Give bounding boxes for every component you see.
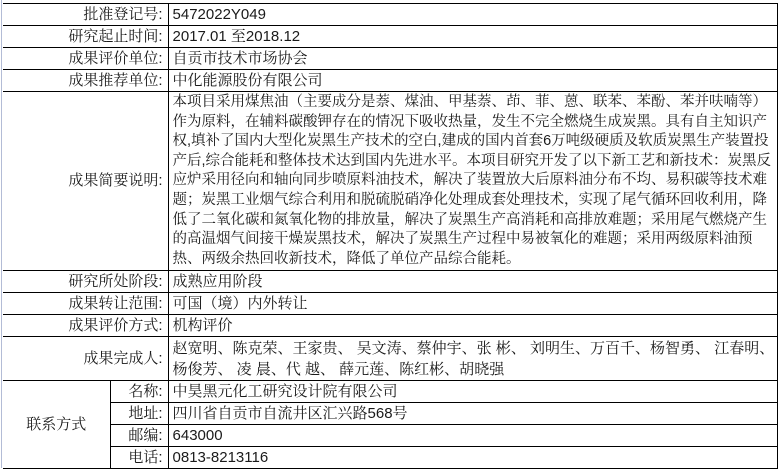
achievement-registration-table (3, 3, 778, 469)
label-contact-section: 联系方式 (3, 381, 110, 469)
table-row (3, 447, 778, 469)
label-research-stage: 研究所处阶段: (3, 271, 168, 293)
label-contact-name: 名称: (110, 381, 168, 403)
value-contact-name: 中昊黑元化工研究设计院有限公司 (168, 381, 777, 403)
label-completers: 成果完成人: (3, 337, 168, 381)
value-transfer-scope: 可国（境）内外转让 (168, 293, 777, 315)
table-row (3, 48, 778, 70)
table-row (3, 337, 778, 381)
table-row (3, 293, 778, 315)
table-row (3, 403, 778, 425)
spreadsheet-gridline (1, 0, 2, 468)
value-evaluation-unit: 自贡市技术市场协会 (168, 48, 777, 70)
value-research-period: 2017.01 至2018.12 (168, 26, 777, 48)
table-row (3, 4, 778, 26)
value-contact-postcode: 643000 (168, 425, 777, 447)
value-contact-address: 四川省自贡市自流井区汇兴路568号 (168, 403, 777, 425)
table-row (3, 92, 778, 271)
value-research-stage: 成熟应用阶段 (168, 271, 777, 293)
label-contact-phone: 电话: (110, 447, 168, 469)
value-approval-number: 5472022Y049 (168, 4, 777, 26)
label-transfer-scope: 成果转让范围: (3, 293, 168, 315)
label-evaluation-method: 成果评价方式: (3, 315, 168, 337)
value-recommendation-unit: 中化能源股份有限公司 (168, 70, 777, 92)
label-contact-address: 地址: (110, 403, 168, 425)
label-summary: 成果简要说明: (3, 92, 168, 271)
label-approval-number: 批准登记号: (3, 4, 168, 26)
value-summary: 本项目采用煤焦油（主要成分是萘、煤油、甲基萘、茚、菲、蒽、联苯、苯酚、苯并呋喃等）作为原料，在辅料碳酸钾存在的情况下吸收热量，发生不完全燃烧生成炭黑。具有自主知识产权,填补了国内大型化炭黑生产技术的空白,建成的国内首套6万吨级硬质及软质炭黑生产装置投产后,综合能耗和整体技术达到国内先进水平。本项目研究开发了以下新工艺和新技术：炭黑反应炉采用径向和轴向同步喷原料油技术，解决了装置放大后原料油分布不均、易积碳等技术难题；炭黑工业烟气综合利用和脱硫脱硝净化处理成套处理技术，实现了尾气循环回收利用，降低了二氧化碳和氮氧化物的排放量，解决了炭黑生产高消耗和高排放难题；采用尾气燃烧产生的高温烟气间接干燥炭黑技术，解决了炭黑生产过程中易被氧化的难题；采用两级原料油预热、两级余热回收新技术，降低了单位产品综合能耗。 (168, 92, 777, 271)
value-evaluation-method: 机构评价 (168, 315, 777, 337)
label-contact-postcode: 邮编: (110, 425, 168, 447)
table-row (3, 70, 778, 92)
label-research-period: 研究起止时间: (3, 26, 168, 48)
label-evaluation-unit: 成果评价单位: (3, 48, 168, 70)
table-row (3, 315, 778, 337)
table-row (3, 381, 778, 403)
table-row (3, 26, 778, 48)
table-row (3, 425, 778, 447)
value-contact-phone: 0813-8213116 (168, 447, 777, 469)
value-completers: 赵宽明、陈克荣、王家贵、 吴文涛、蔡仲宇、张 彬、 刘明生、万百千、杨智勇、 江春明、杨俊芳、 凌 晨、代 越、 薛元莲、陈红彬、胡晓强 (168, 337, 777, 381)
table-row (3, 271, 778, 293)
label-recommendation-unit: 成果推荐单位: (3, 70, 168, 92)
